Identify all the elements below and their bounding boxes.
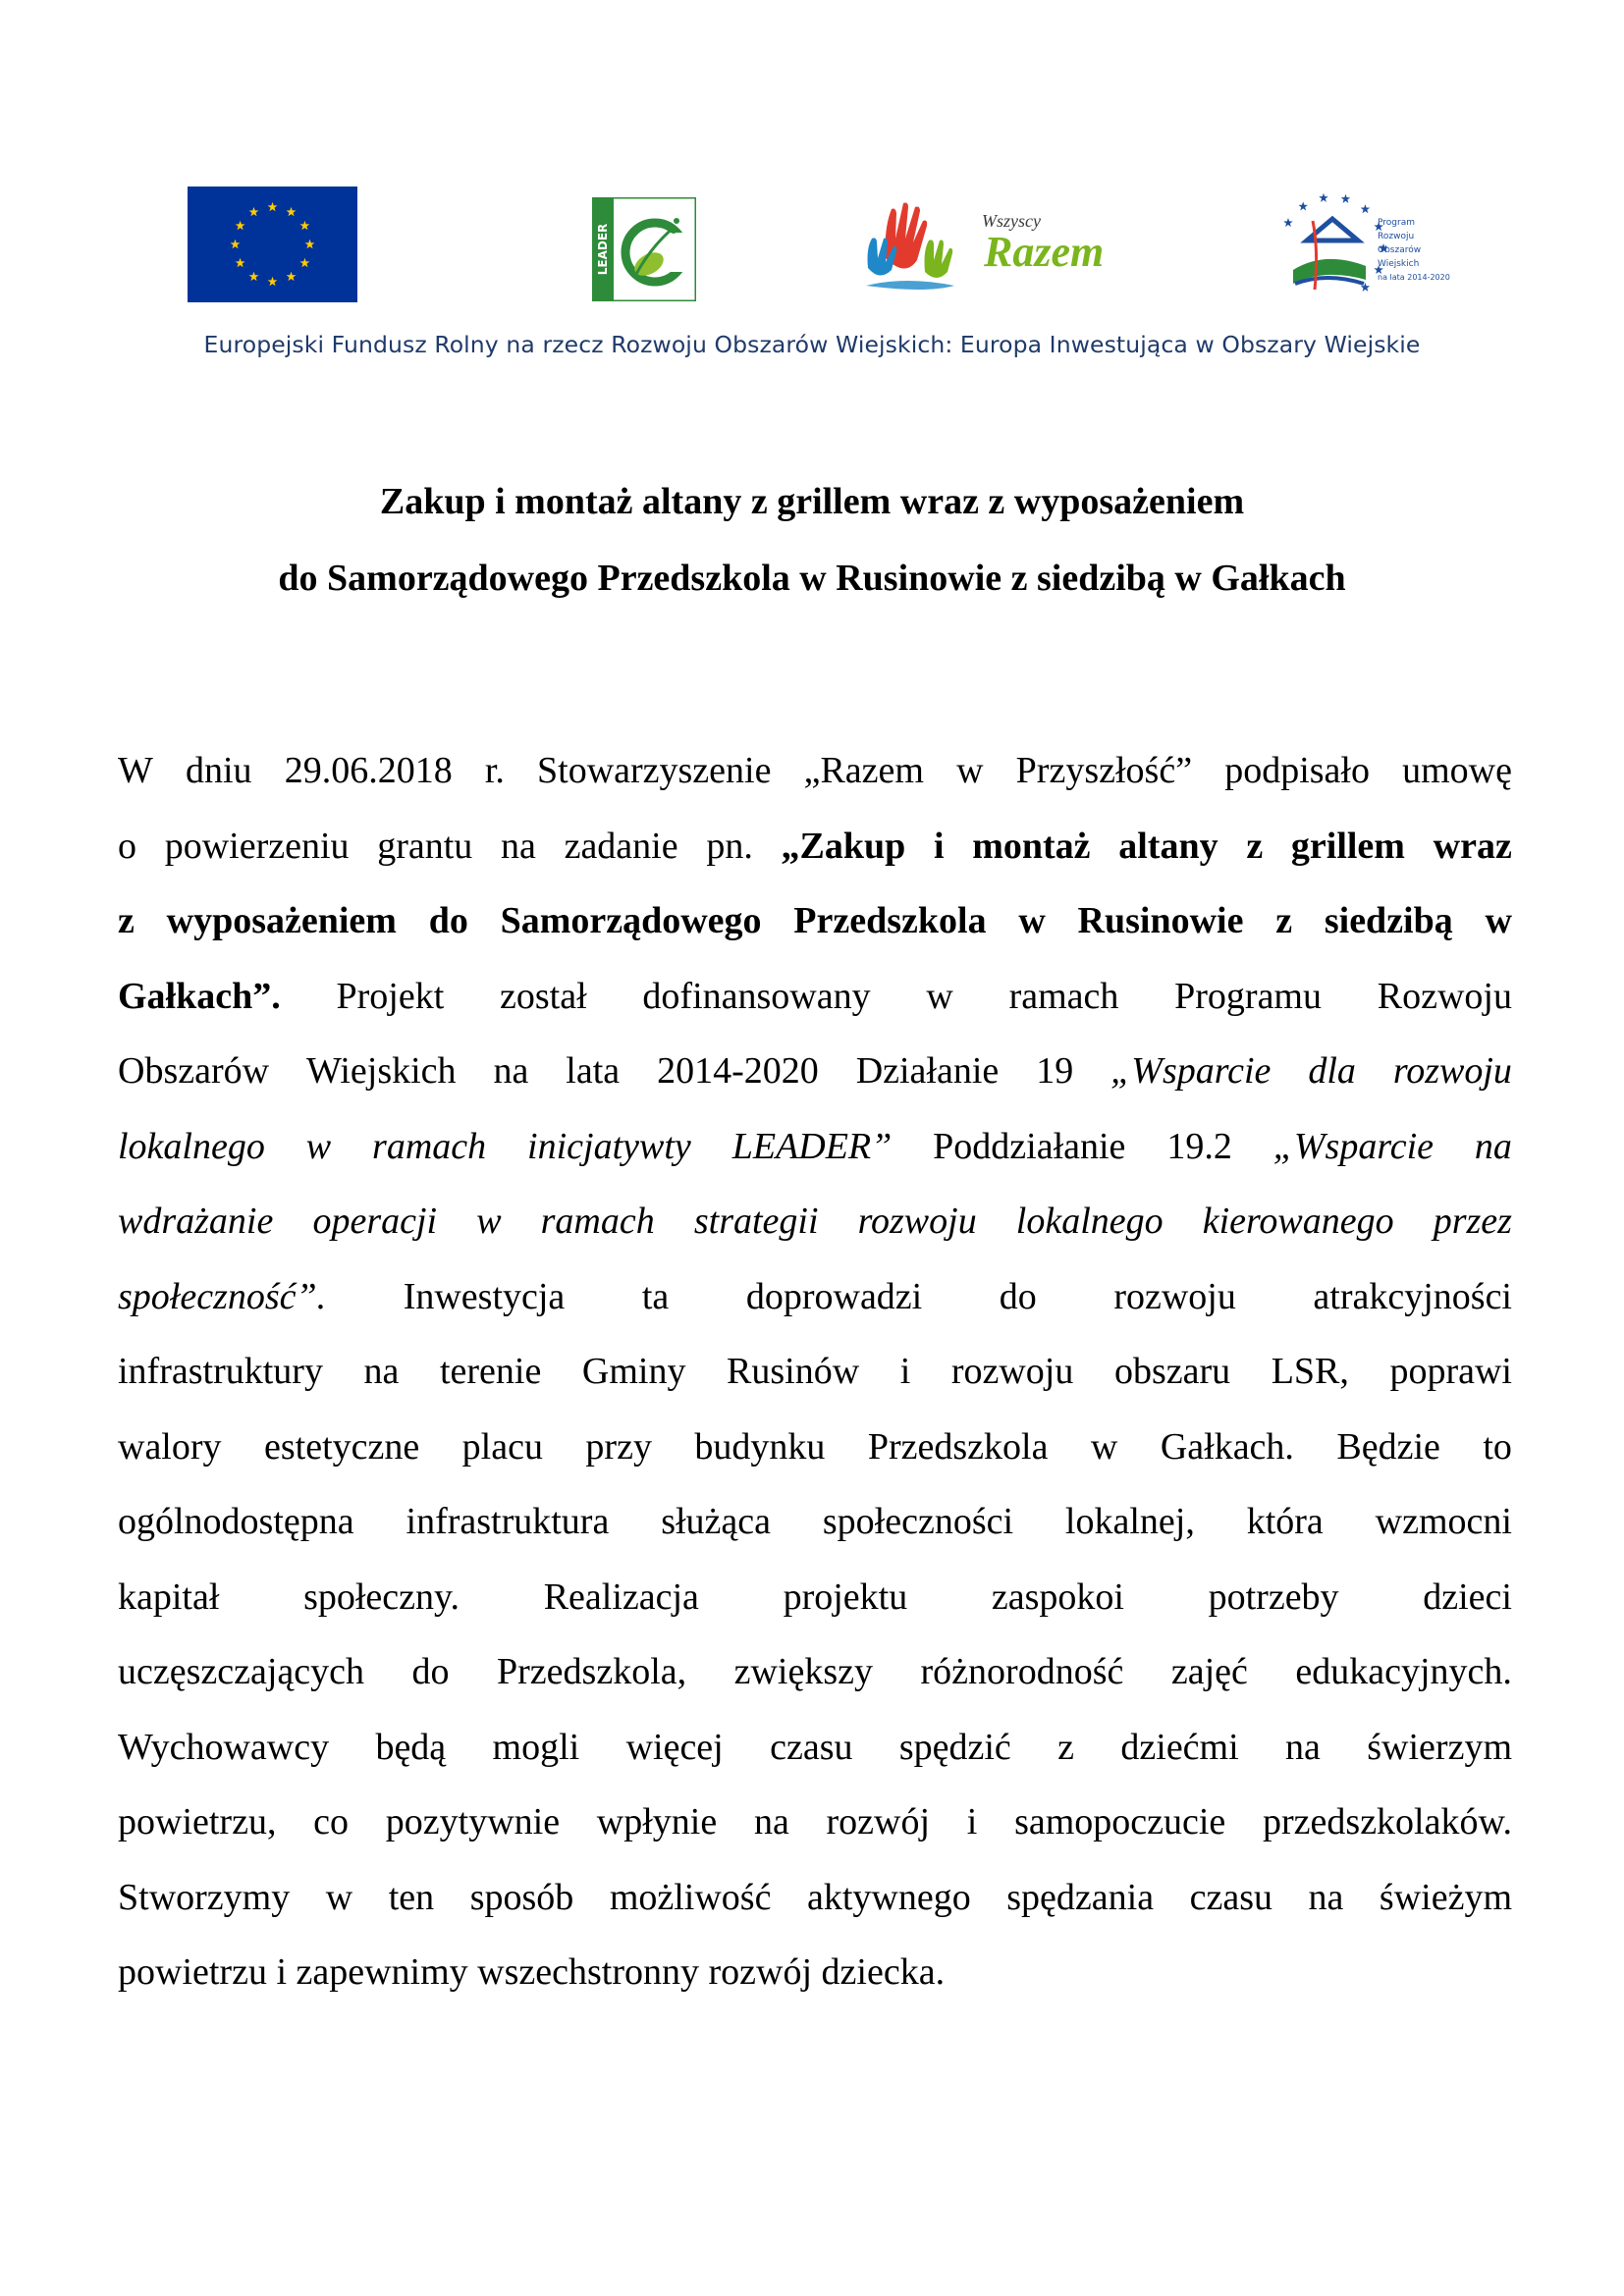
- body-word: spędzania: [1006, 1876, 1155, 1918]
- prow-text-line-1: Program: [1378, 218, 1415, 228]
- body-word: w: [476, 1201, 502, 1242]
- leader-logo-graphic: [592, 197, 696, 301]
- body-word: r.: [484, 750, 505, 791]
- body-word: czasu: [770, 1726, 853, 1768]
- body-word: podpisało: [1224, 750, 1370, 791]
- body-word: Inwestycja: [403, 1275, 566, 1317]
- body-word: na: [1285, 1726, 1321, 1768]
- body-word: Przedszkola: [867, 1425, 1049, 1468]
- body-word: sposób: [469, 1876, 574, 1918]
- body-word: rozwoju: [1113, 1275, 1236, 1317]
- body-word: wdrażanie: [118, 1201, 274, 1242]
- body-word: 19: [1036, 1050, 1074, 1092]
- razem-logo-graphic: [856, 189, 1121, 297]
- body-word: „Wsparcie: [1272, 1125, 1434, 1167]
- body-word: montaż: [972, 825, 1091, 867]
- body-word: wszechstronny: [477, 1951, 700, 1993]
- body-word: w: [956, 750, 984, 791]
- body-word: możliwość: [609, 1876, 772, 1918]
- body-word: atrakcyjności: [1313, 1275, 1512, 1317]
- body-line: [118, 1034, 1512, 1109]
- body-word: budynku: [694, 1425, 826, 1468]
- title-line-1: Zakup i montaż altany z grillem wraz z wyposażeniem: [379, 481, 1245, 522]
- body-word: do: [428, 900, 468, 941]
- body-word: i: [933, 825, 945, 867]
- body-word: walory: [118, 1425, 222, 1468]
- body-word: altany: [1118, 825, 1218, 867]
- body-word: do: [999, 1275, 1037, 1317]
- body-word: został: [500, 975, 587, 1017]
- body-word: w: [1485, 900, 1512, 941]
- body-word: 2014-2020: [657, 1050, 819, 1092]
- body-word: Stowarzyszenie: [537, 750, 772, 791]
- body-word: „Zakup: [781, 825, 906, 867]
- eu-flag-icon: [188, 187, 357, 302]
- body-word: ramach: [540, 1201, 655, 1242]
- body-word: W: [118, 750, 153, 791]
- body-word: na: [1474, 1125, 1512, 1167]
- leader-logo-text: LEADER: [596, 223, 610, 276]
- body-word: wraz: [1433, 825, 1512, 867]
- body-word: na: [1308, 1876, 1344, 1918]
- body-word: operacji: [312, 1201, 438, 1242]
- body-line: [118, 1935, 1512, 2010]
- title-line-2: do Samorządowego Przedszkola w Rusinowie z siedzibą w Gałkach: [278, 558, 1346, 599]
- body-word: służąca: [661, 1501, 772, 1542]
- prow-logo-icon: [1256, 182, 1452, 304]
- body-word: dzieci: [1423, 1575, 1512, 1618]
- body-word: placu: [461, 1425, 543, 1468]
- body-line: [118, 1634, 1512, 1710]
- body-word: LSR,: [1271, 1351, 1349, 1392]
- body-word: 19.2: [1166, 1125, 1232, 1167]
- body-word: LEADER”: [731, 1125, 893, 1167]
- body-word: i: [966, 1801, 978, 1842]
- body-word: z: [118, 900, 135, 941]
- body-word: Poddziałanie: [933, 1125, 1126, 1167]
- body-word: Projekt: [336, 975, 445, 1017]
- body-line: [118, 1560, 1512, 1635]
- body-word: w: [926, 975, 953, 1017]
- body-line: [118, 883, 1512, 959]
- body-word: na: [493, 1050, 529, 1092]
- body-word: Stworzymy: [118, 1876, 291, 1918]
- prow-star-icon: [1319, 193, 1328, 202]
- body-line: [118, 1710, 1512, 1786]
- body-word: „Razem: [803, 750, 924, 791]
- razem-logo-text: Razem: [984, 228, 1105, 276]
- body-word: strategii: [693, 1201, 819, 1242]
- body-word: grantu: [377, 825, 473, 867]
- body-word: Przyszłość”: [1015, 750, 1193, 791]
- body-word: ogólnodostępna: [118, 1501, 354, 1542]
- eu-flag-graphic: [188, 187, 357, 302]
- body-word: infrastruktury: [118, 1351, 323, 1392]
- body-word: ramach: [372, 1125, 487, 1167]
- prow-text-line-5: na lata 2014-2020: [1378, 273, 1450, 282]
- body-word: która: [1246, 1501, 1324, 1542]
- page-title: [0, 463, 1624, 616]
- body-word: zapewnimy: [296, 1951, 468, 1993]
- body-word: na: [753, 1801, 789, 1842]
- body-word: estetyczne: [263, 1425, 420, 1468]
- prow-star-icon: [1298, 201, 1308, 210]
- body-word: o: [118, 825, 136, 867]
- body-word: i: [276, 1951, 288, 1993]
- body-word: poprawi: [1389, 1351, 1512, 1392]
- body-word: społeczny.: [303, 1575, 460, 1618]
- body-word: będą: [375, 1726, 447, 1768]
- eafrd-caption: Europejski Fundusz Rolny na rzecz Rozwoju Obszarów Wiejskich: Europa Inwestująca w Obszary Wiejskie: [203, 331, 1421, 358]
- body-word: obszaru: [1113, 1351, 1231, 1392]
- body-word: na: [363, 1351, 400, 1392]
- razem-handprints-logo-icon: [856, 189, 1121, 297]
- logo-strip: [0, 182, 1624, 309]
- body-word: społeczności: [822, 1501, 1014, 1542]
- body-word: Gałkach.: [1160, 1425, 1294, 1468]
- body-word: na: [501, 825, 536, 867]
- body-word: wyposażeniem: [166, 900, 397, 941]
- body-word: czasu: [1189, 1876, 1272, 1918]
- body-word: rozwoju: [857, 1201, 977, 1242]
- body-word: rozwój: [708, 1951, 813, 1993]
- body-word: zaspokoi: [991, 1575, 1124, 1618]
- body-word: Rozwoju: [1377, 975, 1512, 1017]
- body-word: rozwoju: [950, 1351, 1074, 1392]
- body-word: Rusinów: [727, 1351, 860, 1392]
- body-word: w: [1018, 900, 1046, 941]
- body-word: inicjatywty: [527, 1125, 691, 1167]
- body-word: potrzeby: [1208, 1575, 1339, 1618]
- body-word: w: [325, 1876, 353, 1918]
- body-word: lokalnego: [1015, 1201, 1164, 1242]
- body-word: umowę: [1402, 750, 1512, 791]
- body-line: [118, 1410, 1512, 1485]
- body-word: pozytywnie: [385, 1801, 561, 1842]
- body-word: z: [1057, 1726, 1075, 1768]
- body-word: wpłynie: [596, 1801, 718, 1842]
- body-word: kierowanego: [1202, 1201, 1394, 1242]
- body-word: Wychowawcy: [118, 1726, 330, 1768]
- body-word: świerzym: [1367, 1726, 1512, 1768]
- body-word: dofinansowany: [642, 975, 871, 1017]
- razem-logo-subtext: Wszyscy: [982, 211, 1041, 231]
- body-word: różnorodność: [920, 1651, 1124, 1692]
- body-word: dziećmi: [1120, 1726, 1239, 1768]
- body-word: doprowadzi: [745, 1275, 923, 1317]
- body-word: rozwoju: [1392, 1050, 1512, 1092]
- body-word: powietrzu,: [118, 1801, 277, 1842]
- body-word: do: [411, 1651, 450, 1692]
- body-word: powietrzu: [118, 1951, 267, 1993]
- body-word: Samorządowego: [500, 900, 762, 941]
- body-word: projektu: [783, 1575, 908, 1618]
- prow-text-line-3: Obszarów: [1378, 245, 1422, 255]
- body-word: przez: [1433, 1201, 1512, 1242]
- body-line: [118, 733, 1512, 809]
- body-word: rozwój: [826, 1801, 931, 1842]
- body-word: terenie: [439, 1351, 542, 1392]
- body-word: kapitał: [118, 1575, 220, 1618]
- body-word: edukacyjnych.: [1295, 1651, 1512, 1692]
- body-line: [118, 1484, 1512, 1560]
- prow-star-icon: [1283, 218, 1293, 227]
- body-line: [118, 1334, 1512, 1410]
- body-word: aktywnego: [806, 1876, 971, 1918]
- body-word: Gałkach”.: [118, 975, 281, 1017]
- body-word: powierzeniu: [164, 825, 350, 867]
- body-word: mogli: [492, 1726, 580, 1768]
- body-word: zadanie: [564, 825, 678, 867]
- body-word: grillem: [1290, 825, 1405, 867]
- body-word: więcej: [625, 1726, 724, 1768]
- body-word: 29.06.2018: [284, 750, 453, 791]
- body-word: ta: [641, 1275, 670, 1317]
- body-word: z: [1246, 825, 1264, 867]
- body-word: lata: [566, 1050, 621, 1092]
- body-word: Rusinowie: [1077, 900, 1244, 941]
- body-word: co: [313, 1801, 350, 1842]
- body-word: w: [1090, 1425, 1118, 1468]
- body-line: [118, 1109, 1512, 1185]
- body-word: wzmocni: [1375, 1501, 1512, 1542]
- body-word: i: [899, 1351, 911, 1392]
- body-word: lokalnego: [118, 1125, 265, 1167]
- body-line: [118, 1184, 1512, 1259]
- body-word: siedzibą: [1324, 900, 1453, 941]
- body-word: Obszarów: [118, 1050, 270, 1092]
- body-line: [118, 809, 1512, 884]
- prow-text-line-4: Wiejskich: [1378, 259, 1420, 269]
- body-line: [118, 1785, 1512, 1860]
- body-word: Przedszkola,: [497, 1651, 687, 1692]
- body-word: Będzie: [1336, 1425, 1440, 1468]
- prow-logo-graphic: [1256, 182, 1452, 304]
- prow-text-line-2: Rozwoju: [1378, 232, 1415, 241]
- body-word: spędzić: [898, 1726, 1011, 1768]
- body-word: samopoczucie: [1014, 1801, 1226, 1842]
- body-word: dla: [1308, 1050, 1356, 1092]
- body-word: dniu: [186, 750, 252, 791]
- body-word: Gminy: [581, 1351, 686, 1392]
- body-word: Działanie: [855, 1050, 1000, 1092]
- body-word: uczęszczających: [118, 1651, 365, 1692]
- body-word: Realizacja: [543, 1575, 699, 1618]
- body-word: świeżym: [1379, 1876, 1512, 1918]
- body-word: przy: [585, 1425, 652, 1468]
- body-word: ramach: [1008, 975, 1119, 1017]
- body-word: to: [1483, 1425, 1512, 1468]
- body-word: infrastruktura: [406, 1501, 610, 1542]
- prow-star-icon: [1341, 194, 1351, 203]
- body-word: społeczność”.: [118, 1275, 327, 1317]
- body-word: przedszkolaków.: [1263, 1801, 1512, 1842]
- body-line: [118, 1259, 1512, 1335]
- body-word: Programu: [1174, 975, 1322, 1017]
- body-word: zwiększy: [733, 1651, 874, 1692]
- body-word: „Wsparcie: [1110, 1050, 1272, 1092]
- body-line: [118, 959, 1512, 1035]
- body-word: dziecka.: [821, 1951, 946, 1993]
- body-word: zajęć: [1170, 1651, 1248, 1692]
- body-paragraph: [118, 733, 1512, 2010]
- body-word: Przedszkola: [793, 900, 987, 941]
- body-word: w: [305, 1125, 332, 1167]
- body-word: Wiejskich: [306, 1050, 457, 1092]
- prow-star-icon: [1361, 204, 1371, 213]
- body-word: pn.: [706, 825, 753, 867]
- body-word: lokalnej,: [1064, 1501, 1195, 1542]
- leader-logo-icon: [592, 197, 696, 301]
- body-word: ten: [388, 1876, 435, 1918]
- body-word: z: [1275, 900, 1293, 941]
- body-line: [118, 1860, 1512, 1936]
